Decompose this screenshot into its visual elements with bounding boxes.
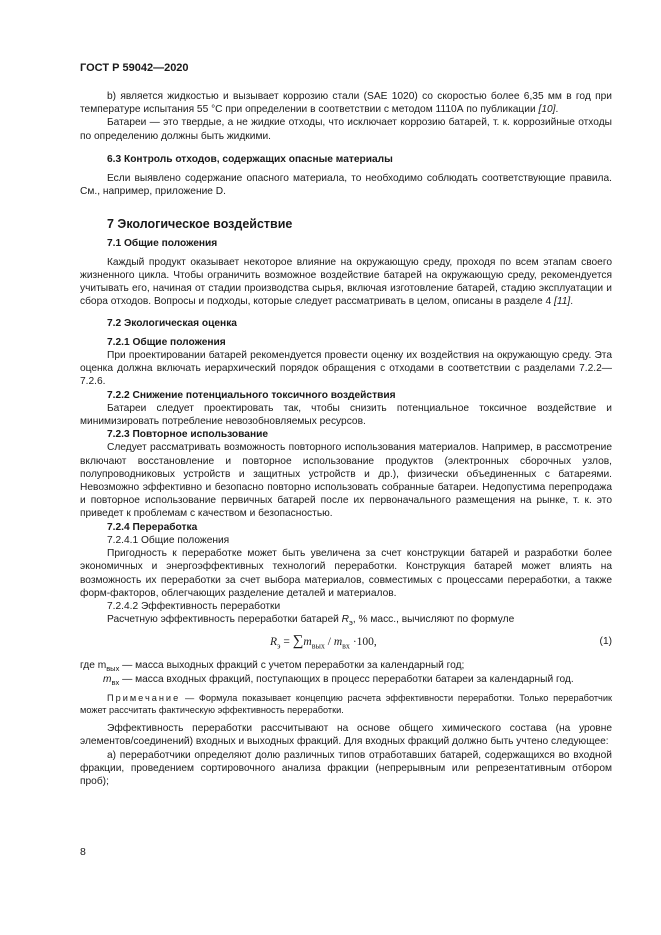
sum-symbol: ∑ [292, 633, 304, 650]
paragraph-7-1 [80, 256, 612, 309]
paragraph-7-2-3: Следует рассматривать возможность повторного использования материалов. Например, в рассмотрение включают восстановление и повторное использование продуктов (электронных сборочных узлов, полупроводниковых устройств и защитных устройств и др.), физически объединенных с батареями. Невозможно эффективно и безопасно повторно использовать собранные батареи. Недопустима перепродажа и повторное использование первичных батарей после их первоначального размещения на рынке, т. к. это приведет к проблемам с качеством и безопасностью. [80, 442, 612, 520]
heading-7-2-4-2: 7.2.4.2 Эффективность переработки [107, 600, 281, 612]
paragraph-b-end: . [555, 104, 559, 116]
where-out-symbol [80, 660, 120, 674]
paragraph-7-2-4-1: Пригодность к переработке может быть увеличена за счет конструкции батарей и разработки более экономичных и энергоэффективных технологий переработки. Конструкция батарей может влиять на возможность их переработки за счет выбора материалов, совместимых с процессами переработки, а также форм-факторов, облегчающих разделение деталей и материалов. [80, 548, 612, 599]
where-in-symbol [80, 674, 119, 685]
note-label: Примечание [107, 692, 181, 703]
heading-7-2: 7.2 Экологическая оценка [107, 317, 237, 329]
formula-intro-end: , % масс., вычисляют по формуле [352, 614, 515, 626]
where-row-in [80, 673, 612, 686]
paragraph-b [80, 90, 612, 116]
formula-m-out: m [303, 636, 312, 649]
heading-7-2-2: 7.2.2 Снижение потенциального токсичного воздействия [107, 389, 396, 401]
formula-equals: = [280, 636, 293, 649]
heading-7: 7 Экологическое воздействие [107, 217, 293, 232]
reference-10: [10] [538, 104, 556, 116]
formula-divide: / [324, 636, 334, 649]
paragraph-7-2-1: При проектировании батарей рекомендуется провести оценку их воздействия на окружающую среду. Эта оценка должна включать иерархический порядок обращения с отходами в соответствии с разделами 7.2.2—7.2.6. [80, 350, 612, 388]
formula-intro-text: Расчетную эффективность переработки батарей [107, 614, 339, 626]
formula-m-out-subscript: вых [311, 641, 325, 651]
where-in-symbol-text: m [103, 673, 112, 685]
where-out-subscript: вых [106, 664, 120, 674]
where-in-subscript: вх [111, 677, 120, 687]
where-out-definition: — масса выходных фракций с учетом переработки за календарный год; [119, 660, 465, 672]
page-body [80, 90, 612, 788]
where-row-out [80, 659, 612, 672]
heading-7-2-3: 7.2.3 Повторное использование [107, 429, 269, 441]
where-in-definition: — масса входных фракций, поступающих в процесс переработки батареи за календарный год. [119, 673, 574, 685]
paragraph-7-2-4-2 [80, 613, 612, 629]
paragraph-6-3: Если выявлено содержание опасного материала, то необходимо соблюдать соответствующие правила. См., например, приложение D. [80, 173, 612, 198]
formula-m-in-subscript: вх [342, 641, 350, 651]
heading-7-2-4-1: 7.2.4.1 Общие положения [107, 534, 230, 546]
formula [270, 635, 377, 653]
paragraph-a: а) переработчики определяют долю различных типов отработавших батарей, содержащихся во входной фракции, проведением сортировочного анализа фракции (непрерывным или репрезентативным отбором проб); [80, 749, 612, 787]
symbol-r: R [341, 614, 350, 626]
equation-number: (1) [599, 636, 612, 648]
page-number: 8 [80, 846, 86, 858]
heading-7-1: 7.1 Общие положения [107, 237, 218, 249]
paragraph-efficiency: Эффективность переработки рассчитывают на основе общего химического состава (на уровне элементов/соединений) входных и выходных фракций. Для входных фракций должно быть учтено следующее: [80, 723, 612, 748]
symbol-r-subscript: э [349, 618, 353, 628]
paragraph-batteries-solid: Батареи — это твердые, а не жидкие отходы, что исключает коррозию батарей, т. к. коррозийные отходы по определению должны быть жидкими. [80, 117, 612, 142]
formula-multiplier: ·100, [349, 636, 377, 649]
standard-header: ГОСТ Р 59042—2020 [80, 62, 189, 74]
formula-row [80, 635, 612, 653]
heading-7-2-1: 7.2.1 Общие положения [107, 336, 226, 348]
note [80, 692, 612, 716]
formula-m-in: m [333, 636, 343, 649]
where-out-symbol-text: где m [80, 660, 107, 672]
heading-7-2-4: 7.2.4 Переработка [107, 521, 198, 533]
paragraph-7-2-2: Батареи следует проектировать так, чтобы снизить потенциальное токсичное воздействие и минимизировать потребление невозобновляемых ресурсов. [80, 402, 612, 428]
formula-lhs-subscript: э [277, 641, 281, 651]
reference-11: [11] [554, 296, 571, 308]
paragraph-b-text: b) является жидкостью и вызывает коррозию стали (SAE 1020) со скоростью более 6,35 мм в год при температуре испытания 55 °С при определении в соответствии с методом 1110А по публикации [80, 91, 612, 116]
formula-lhs: R [270, 636, 278, 649]
heading-6-3: 6.3 Контроль отходов, содержащих опасные материалы [107, 153, 393, 165]
paragraph-7-1-text: Каждый продукт оказывает некоторое влияние на окружающую среду, проходя по всем этапам своего жизненного цикла. Чтобы ограничить возможное воздействие батарей на окружающую среду, рекомендуется учитывать его, начиная от стадии производства сырья, включая изготовление батарей, стадию эксплуатации и сбора отходов. Вопросы и подходы, которые следует рассматривать в целом, описаны в разделе 4 [80, 256, 612, 308]
paragraph-7-1-end: . [570, 296, 574, 308]
note-text: — Формула показывает концепцию расчета эффективности переработки. Только переработчик может рассчитать фактическую эффективность переработки. [80, 692, 612, 715]
